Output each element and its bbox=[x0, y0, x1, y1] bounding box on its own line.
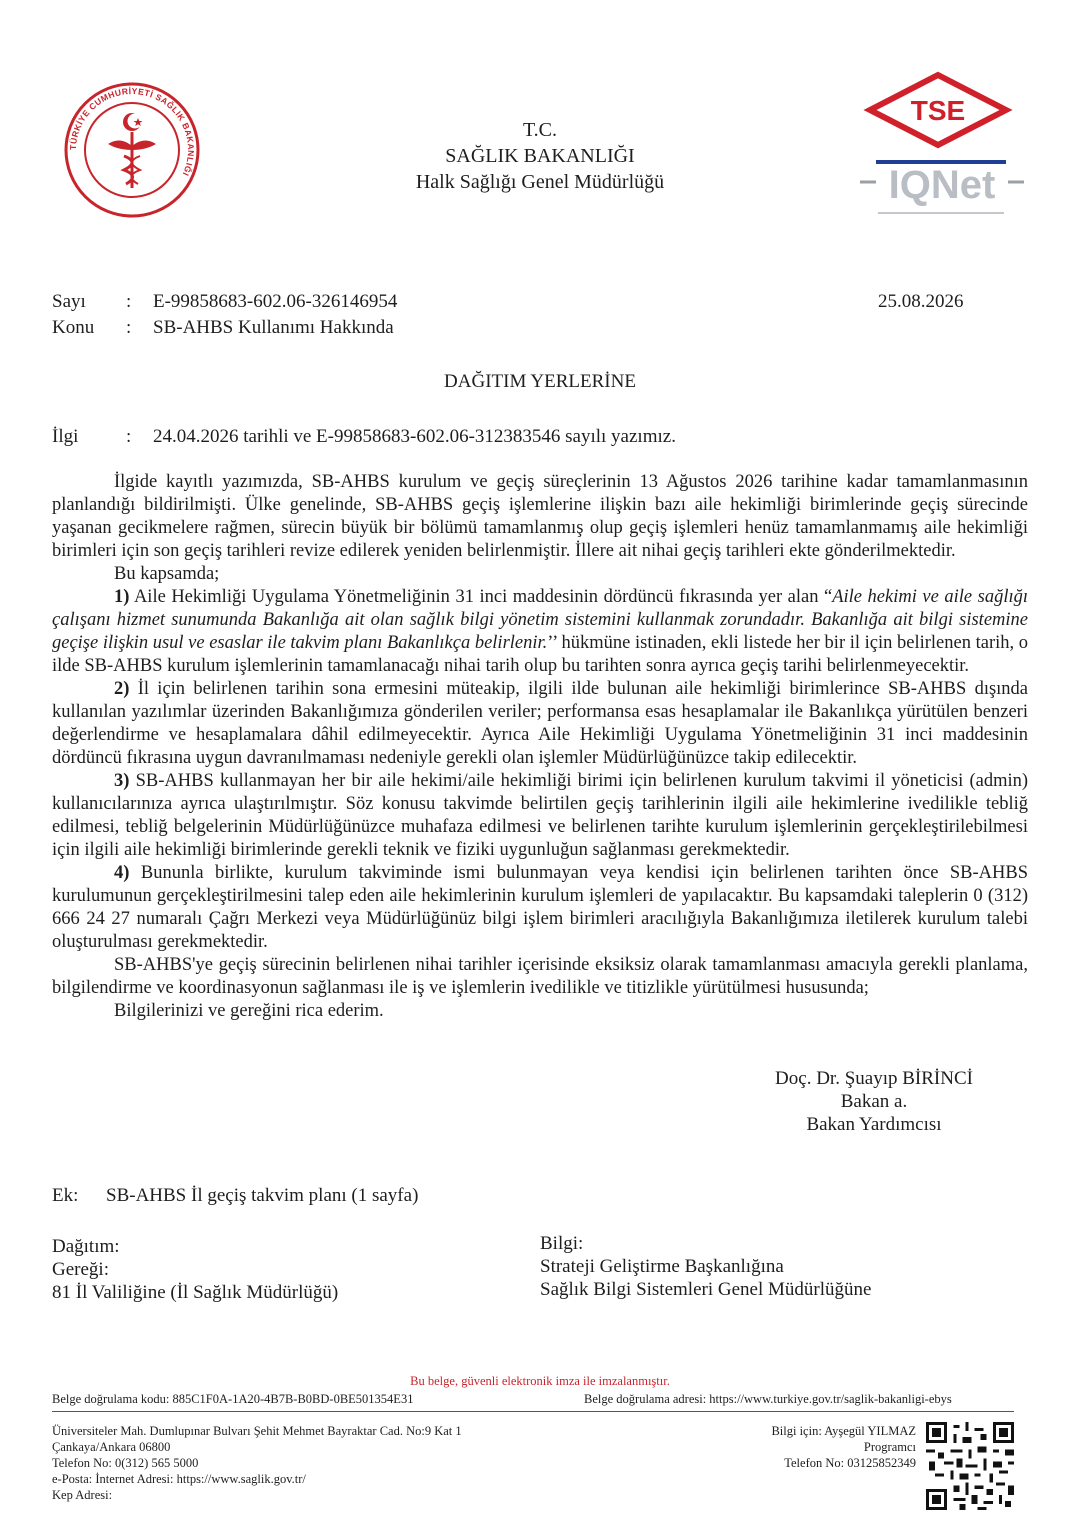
footer-divider bbox=[52, 1411, 1014, 1412]
header-ministry: SAĞLIK BAKANLIĞI bbox=[445, 145, 635, 167]
esign-notice: Bu belge, güvenli elektronik imza ile imzalanmıştır. bbox=[410, 1374, 670, 1388]
sayi-value: E-99858683-602.06-326146954 bbox=[153, 291, 398, 312]
signer-name: Doç. Dr. Şuayıp BİRİNCİ bbox=[775, 1068, 973, 1089]
footer-address: Üniversiteler Mah. Dumlupınar Bulvarı Şehit Mehmet Bayraktar Cad. No:9 Kat 1 Çankaya/Ankara 06800 Telefon No: 0(312) 565 5000 e-Posta: İnternet Adresi: https://www.saglik.gov.tr/ Kep Adresi: bbox=[52, 1424, 462, 1502]
signature-block bbox=[736, 1067, 1012, 1136]
verification-code: Belge doğrulama kodu: 885C1F0A-1A20-4B7B-B0BD-0BE501354E31 bbox=[52, 1392, 414, 1406]
header-tc: T.C. bbox=[522, 119, 558, 141]
konu-row: Konu : SB-AHBS Kullanımı Hakkında bbox=[52, 315, 394, 341]
iqnet-text: IQNet bbox=[888, 163, 996, 207]
letter-body bbox=[52, 471, 1028, 1023]
konu-label: Konu bbox=[52, 317, 95, 338]
geregi-label: Gereği: bbox=[52, 1259, 109, 1280]
bilgi-recipient-2: Sağlık Bilgi Sistemleri Genel Müdürlüğüne bbox=[540, 1279, 872, 1300]
tse-text: TSE bbox=[910, 95, 966, 126]
sayi-row: Sayı : E-99858683-602.06-326146954 bbox=[52, 289, 397, 315]
ilgi-value: 24.04.2026 tarihli ve E-99858683-602.06-312383546 sayılı yazımız. bbox=[153, 426, 676, 447]
ilgi-label: İlgi bbox=[52, 426, 79, 447]
regulation-quote: Aile hekimi ve aile sağlığı çalışanı hizmet sunumunda Bakanlığa ait olan sağlık bilgi yönetim sistemini kullanmak zorundadır. Bakanlığa ait bilgi sistemine geçişe ilişkin usul ve esaslar ile takvim planı Bakanlıkça belirlenir. bbox=[52, 587, 1028, 653]
item-1: 1) Aile Hekimliği Uygulama Yönetmeliğinin 31 inci maddesinin dördüncü fıkrasında yer alan “Aile hekimi ve aile sağlığı çalışanı hizmet sunumunda Bakanlığa ait olan sağlık bilgi yönetim sistemini kullanmak zorundadır. Bakanlığa ait bilgi sistemine geçişe ilişkin usul ve esaslar ile takvim planı Bakanlıkça belirlenir.’’ hükmüne istinaden, ekli listede her bir il için belirlenen tarih, o ilde SB-AHBS kurulum işlemlerinin tamamlanacağı nihai tarih olup bu tarihten sonra ayrıca geçiş tarihi belirlenmeyecektir. bbox=[52, 587, 1028, 676]
tse-iqnet-logo bbox=[858, 70, 1028, 230]
qr-code-icon[interactable] bbox=[926, 1422, 1014, 1510]
signer-title: Bakan Yardımcısı bbox=[806, 1114, 942, 1135]
info-block bbox=[540, 1232, 871, 1301]
attachment-row bbox=[52, 1183, 418, 1209]
geregi-value: 81 İl Valiliğine (İl Sağlık Müdürlüğü) bbox=[52, 1282, 339, 1303]
ek-label: Ek: bbox=[52, 1185, 79, 1206]
ilgi-row: İlgi : 24.04.2026 tarihli ve E-99858683-602.06-312383546 sayılı yazımız. bbox=[52, 424, 676, 450]
ek-value: SB-AHBS İl geçiş takvim planı (1 sayfa) bbox=[106, 1185, 419, 1206]
item-2: 2) İl için belirlenen tarihin sona ermesini müteakip, ilgili ilde bulunan aile hekimliği birimlerince SB-AHBS dışında kullanılan yazılımlar üzerinden Bakanlığımıza gönderilen veriler; performansa esas hesaplamalar ile Bakanlıkça yürütülen benzeri değerlendirme ve hesaplamalara dâhil edilmeyecektir. Ayrıca Aile Hekimliği Uygulama Yönetmeliğinin 31 inci maddesinin dördüncü fıkrasına uygun davranılmaması nedeniyle gerekli olan işlemler Müdürlüğünüzce takip edilecektir. bbox=[52, 679, 1029, 768]
paragraph-intro: İlgide kayıtlı yazımızda, SB-AHBS kurulum ve geçiş süreçlerinin 13 Ağustos 2026 tarihine kadar tamamlanmasının planlandığı bildirilmişti. Ülke genelinde, SB-AHBS geçiş işlemlerine ilişkin bazı aile hekimliği birimlerinde geçiş sürecinde yaşanan gecikmelere rağmen, sürecin büyük bir bölümü tamamlanmış olup geçiş işlemleri henüz tamamlanmamış aile hekimliği birimleri için son geçiş tarihleri revize edilerek yeniden belirlenmiştir. İllere ait nihai geçiş tarihleri ekte gönderilmektedir. bbox=[52, 472, 1028, 561]
closing-line: Bilgilerinizi ve gereğini rica ederim. bbox=[114, 1001, 384, 1021]
sayi-label: Sayı bbox=[52, 291, 86, 312]
header-directorate: Halk Sağlığı Genel Müdürlüğü bbox=[415, 171, 665, 193]
paragraph-scope: Bu kapsamda; bbox=[114, 564, 220, 584]
konu-value: SB-AHBS Kullanımı Hakkında bbox=[153, 317, 394, 338]
document-date: 25.08.2026 bbox=[878, 291, 964, 312]
distribution-block bbox=[52, 1235, 338, 1304]
item-4: 4) Bununla birlikte, kurulum takviminde ismi bulunmayan veya kendisi için belirlenen tarihten önce SB-AHBS kurulumunun gerçekleştirilmesini talep eden aile hekimlerinin kurulum işlemleri de yapılacaktır. Bu kapsamdaki taleplerin 0 (312) 666 24 27 numaralı Çağrı Merkezi veya Müdürlüğünüz bilgi işlem birimleri aracılığıyla Bakanlığımıza iletilerek kurulum talebi oluşturulması gerekmektedir. bbox=[52, 863, 1029, 952]
bilgi-label: Bilgi: bbox=[540, 1233, 584, 1254]
bilgi-recipient-1: Strateji Geliştirme Başkanlığına bbox=[540, 1256, 784, 1277]
paragraph-final: SB-AHBS'ye geçiş sürecinin belirlenen nihai tarihler içerisinde eksiksiz olarak tamamlanması amacıyla gerekli planlama, bilgilendirme ve koordinasyonun sağlanması ile iş ve işlemlerin ivedilikle ve titizlikle yürütülmesi hususunda; bbox=[52, 955, 1028, 998]
seal-text: TÜRKİYE CUMHURİYETİ SAĞLIK BAKANLIĞI bbox=[67, 85, 197, 178]
item-3: 3) SB-AHBS kullanmayan her bir aile hekimi/aile hekimliği birimi için belirlenen kurulum takvimi il yöneticisi (admin) kullanıcılarınıza ayrıca ulaştırılmıştır. Söz konusu takvimde belirtilen geçiş tarihlerinin ilgili aile hekimlerine ivedilikle tebliğ edilmesi, tebliğ belgelerinin Müdürlüğünüzce muhafaza edilmesi ve belirlenen tarihte kurulum işlemlerinin gerçekleştirilebilmesi için ilgili aile hekimliği birimlerinde gerekli teknik ve fiziki uygunluğun sağlanması gerekmektedir. bbox=[52, 771, 1029, 860]
footer-contact: Bilgi için: Ayşegül YILMAZ Programcı Telefon No: 03125852349 bbox=[771, 1424, 916, 1470]
addressee: DAĞITIM YERLERİNE bbox=[444, 371, 636, 392]
verification-url[interactable]: Belge doğrulama adresi: https://www.turkiye.gov.tr/saglik-bakanligi-ebys bbox=[584, 1392, 952, 1406]
dagitim-label: Dağıtım: bbox=[52, 1236, 120, 1257]
signer-role: Bakan a. bbox=[840, 1091, 908, 1112]
